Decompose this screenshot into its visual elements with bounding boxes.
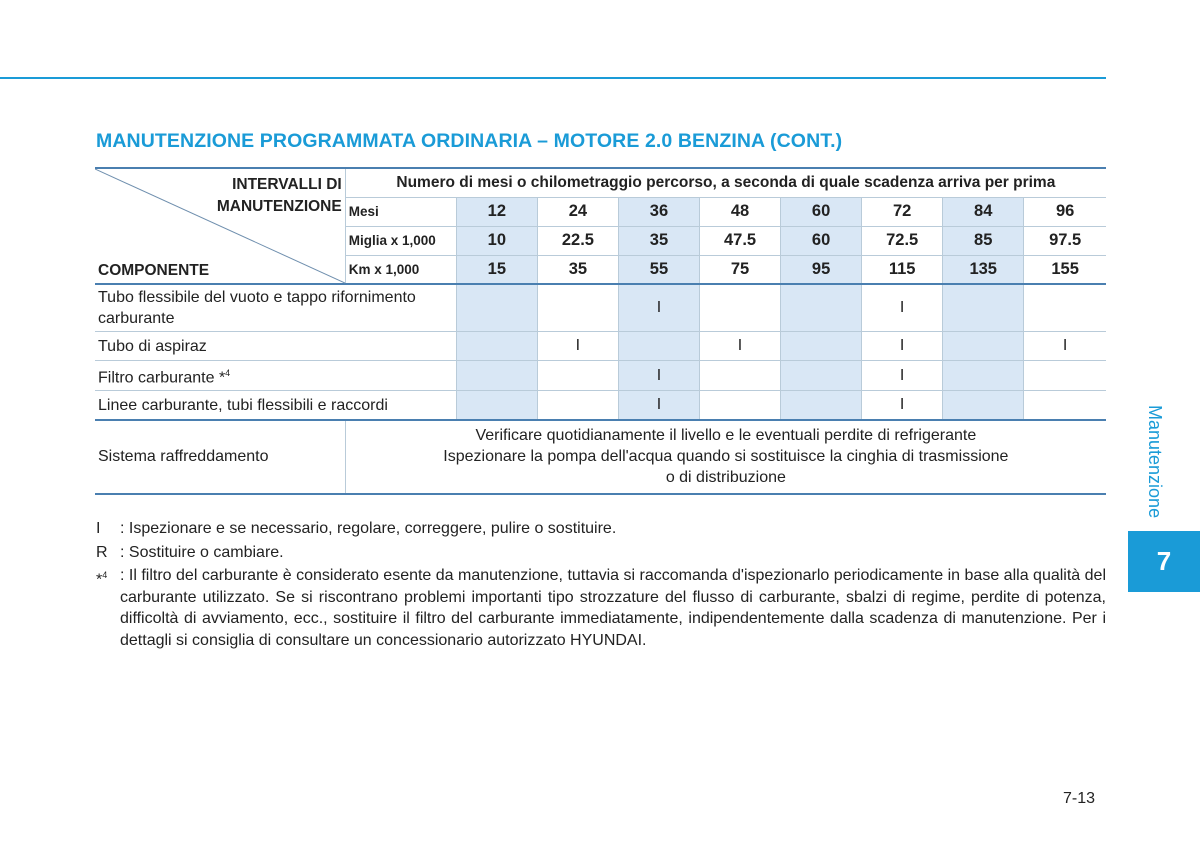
interval-value: 60	[781, 226, 862, 255]
interval-value: 48	[700, 197, 781, 226]
maintenance-mark	[700, 361, 781, 391]
maintenance-mark: I	[1024, 332, 1106, 361]
interval-value: 95	[781, 255, 862, 284]
footnote-marker: 4	[225, 368, 231, 378]
interval-value: 35	[537, 255, 618, 284]
component-name-text: Tubo di aspiraz	[98, 337, 207, 355]
maintenance-mark	[943, 332, 1024, 361]
maintenance-mark	[537, 361, 618, 391]
interval-value: 84	[943, 197, 1024, 226]
header-rule	[0, 77, 1106, 79]
maintenance-mark	[781, 391, 862, 420]
maintenance-mark	[1024, 361, 1106, 391]
maintenance-mark	[456, 391, 537, 420]
maintenance-mark: I	[862, 332, 943, 361]
chapter-tab-label: Manutenzione	[1145, 405, 1165, 519]
interval-value: 60	[781, 197, 862, 226]
maintenance-mark	[456, 361, 537, 391]
cooling-system-instructions: Verificare quotidianamente il livello e le eventuali perdite di refrigerante Ispezionare la pompa dell'acqua quando si sostituisce la cinghia di trasmissione o di distribuzione	[345, 420, 1106, 494]
interval-value: 115	[862, 255, 943, 284]
chapter-tab-number: 7	[1128, 531, 1200, 592]
intervals-label: INTERVALLI DI MANUTENZIONE	[216, 176, 342, 215]
maintenance-mark: I	[862, 391, 943, 420]
interval-row-label: Km x 1,000	[345, 255, 456, 284]
interval-value: 155	[1024, 255, 1106, 284]
note-replace: R : Sostituire o cambiare.	[96, 543, 284, 561]
maintenance-mark	[943, 361, 1024, 391]
component-name	[95, 391, 456, 420]
component-name	[95, 284, 456, 332]
maintenance-mark: I	[862, 361, 943, 391]
interval-value: 75	[700, 255, 781, 284]
interval-value: 47.5	[700, 226, 781, 255]
header-row	[95, 168, 1106, 197]
maintenance-mark: I	[618, 284, 699, 332]
note-inspect: I : Ispezionare e se necessario, regolare, correggere, pulire o sostituire.	[96, 520, 617, 537]
interval-value: 24	[537, 197, 618, 226]
interval-row-label: Mesi	[345, 197, 456, 226]
interval-row-label: Miglia x 1,000	[345, 226, 456, 255]
interval-value: 55	[618, 255, 699, 284]
component-row	[95, 391, 1106, 420]
maintenance-mark	[456, 284, 537, 332]
maintenance-mark	[618, 332, 699, 361]
component-row	[95, 332, 1106, 361]
notes-legend	[96, 518, 1106, 653]
maintenance-mark	[943, 391, 1024, 420]
cooling-system-row	[95, 420, 1106, 494]
interval-value: 15	[456, 255, 537, 284]
maintenance-mark	[700, 391, 781, 420]
table-corner-cell	[95, 168, 345, 284]
component-name-text: Filtro carburante *	[98, 369, 226, 387]
interval-value: 35	[618, 226, 699, 255]
component-row	[95, 361, 1106, 391]
interval-value: 10	[456, 226, 537, 255]
interval-value: 96	[1024, 197, 1106, 226]
component-label: COMPONENTE	[98, 262, 210, 279]
note-footnote-4: *$^4$ : Il filtro del carburante è considerato esente da manutenzione, tuttavia si raccomanda d'ispezionarlo periodicamente in base alla qualità del carburante utilizzato. Se si riscontrano problemi importanti tipo strozzature del flusso di carburante, sbalzi di regime, perdite di potenza, difficoltà di avviamento, ecc., sostituire il filtro del carburante immediatamente, indipendentemente dalla scadenza di manutenzione. Per i dettagli si consiglia di consultare un concessionario autorizzato HYUNDAI.	[96, 567, 1106, 649]
maintenance-mark	[537, 284, 618, 332]
maintenance-mark	[1024, 391, 1106, 420]
maintenance-mark	[781, 284, 862, 332]
interval-value: 135	[943, 255, 1024, 284]
maintenance-mark	[456, 332, 537, 361]
interval-value: 85	[943, 226, 1024, 255]
component-name-text: Tubo flessibile del vuoto e tappo rifornimento carburante	[98, 289, 416, 327]
interval-value: 22.5	[537, 226, 618, 255]
interval-value: 72.5	[862, 226, 943, 255]
maintenance-mark	[537, 391, 618, 420]
page-title: MANUTENZIONE PROGRAMMATA ORDINARIA – MOTORE 2.0 BENZINA (CONT.)	[96, 130, 843, 152]
maintenance-mark: I	[862, 284, 943, 332]
component-name	[95, 332, 456, 361]
interval-description: Numero di mesi o chilometraggio percorso, a seconda di quale scadenza arriva per prima	[345, 168, 1106, 197]
component-name-text: Linee carburante, tubi flessibili e raccordi	[98, 396, 388, 414]
maintenance-mark	[700, 284, 781, 332]
maintenance-mark	[781, 361, 862, 391]
maintenance-mark: I	[618, 391, 699, 420]
maintenance-table	[95, 167, 1106, 495]
page-number: 7-13	[1063, 790, 1096, 807]
maintenance-mark: I	[537, 332, 618, 361]
maintenance-mark: I	[700, 332, 781, 361]
interval-value: 97.5	[1024, 226, 1106, 255]
component-name	[95, 361, 456, 391]
interval-value: 12	[456, 197, 537, 226]
maintenance-mark	[781, 332, 862, 361]
maintenance-mark: I	[618, 361, 699, 391]
interval-value: 72	[862, 197, 943, 226]
cooling-system-name: Sistema raffreddamento	[95, 420, 345, 494]
component-row	[95, 284, 1106, 332]
maintenance-mark	[1024, 284, 1106, 332]
interval-value: 36	[618, 197, 699, 226]
maintenance-mark	[943, 284, 1024, 332]
